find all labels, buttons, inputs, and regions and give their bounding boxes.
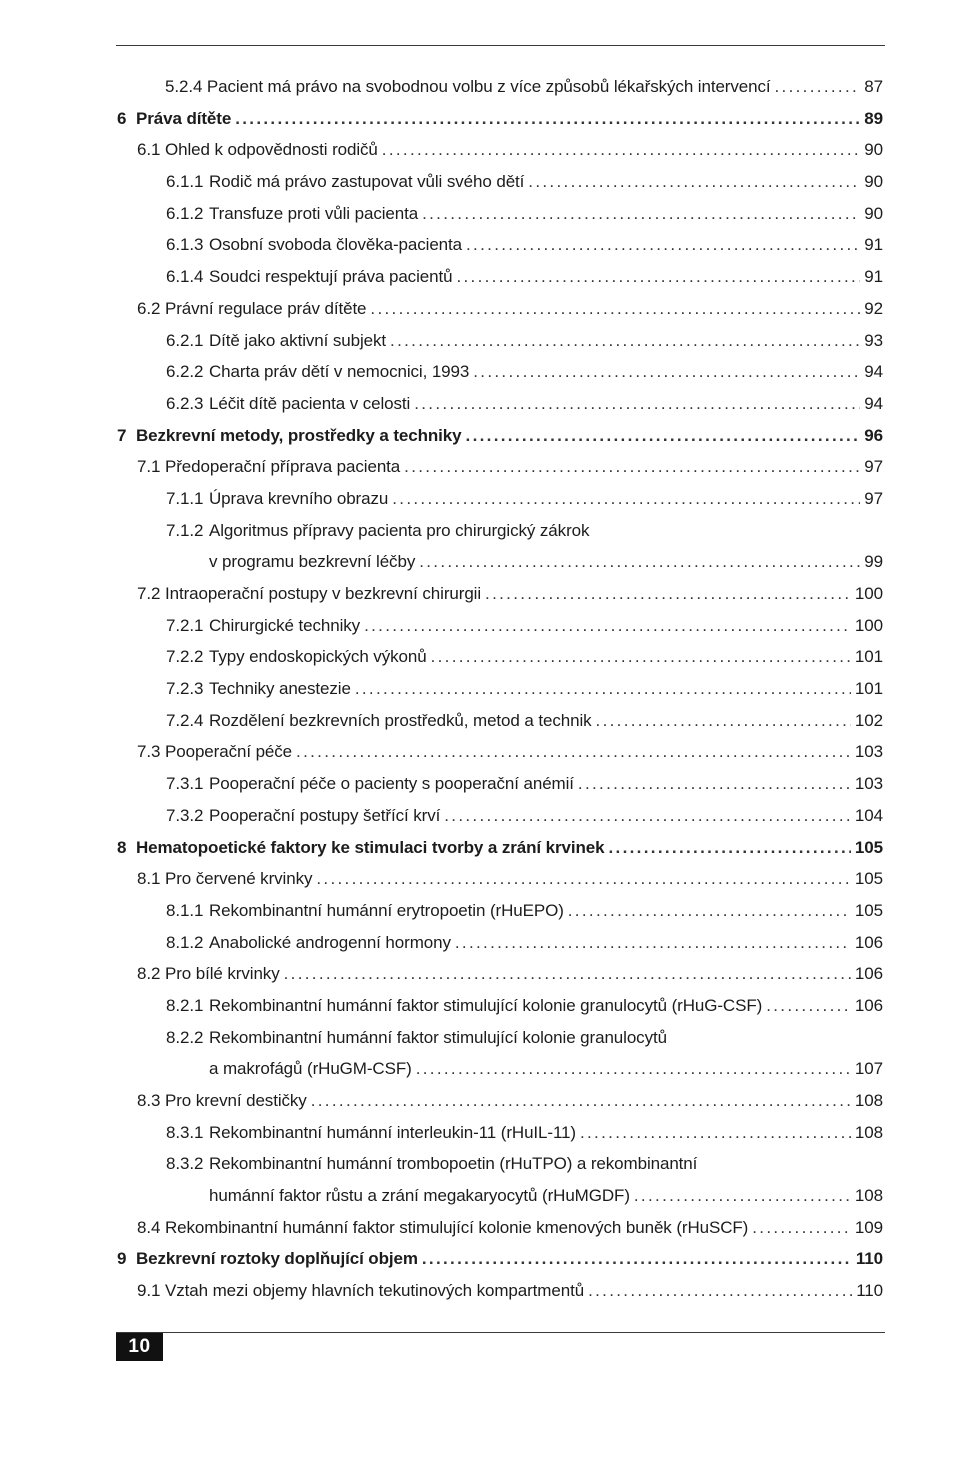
toc-entry-number: 8.3: [137, 1091, 161, 1111]
toc-entry-page: 89: [864, 108, 883, 128]
dot-leader: [355, 679, 851, 699]
toc-entry-number: 7.2.2: [166, 647, 204, 667]
toc-entry-title: Pooperační péče: [165, 742, 293, 762]
toc-entry-title: Rozdělení bezkrevních prostředků, metod a technik: [209, 710, 592, 730]
dot-leader: [596, 711, 851, 731]
toc-entry: [0, 642, 960, 674]
toc-entry-title: Práva dítěte: [136, 108, 232, 128]
toc-entry-line: [209, 679, 883, 699]
toc-entry-title: Rekombinantní humánní faktor stimulující kolonie kmenových buněk (rHuSCF): [165, 1217, 749, 1237]
toc-entry-title: Pooperační péče o pacienty s pooperační anémií: [209, 774, 574, 794]
toc-entry-title: Pro červené krvinky: [165, 869, 313, 889]
toc-entry-title-first-line: Rekombinantní humánní trombopoetin (rHuTPO) a rekombinantní: [209, 1154, 698, 1174]
toc-entry-page: 106: [854, 964, 883, 984]
toc-entry-number: 7.1.2: [166, 520, 204, 540]
dot-leader: [311, 1091, 851, 1111]
toc-entry: [0, 706, 960, 738]
toc-entry-title: Hematopoetické faktory ke stimulaci tvorby a zrání krvinek: [136, 837, 605, 857]
toc-entry-page: 91: [864, 235, 883, 255]
toc-entry-page: 103: [854, 742, 883, 762]
toc-entry: [0, 389, 960, 421]
toc-entry-page: 93: [864, 330, 883, 350]
toc-entry-number: 7.3.2: [166, 805, 204, 825]
toc-entry-line: [165, 869, 883, 889]
toc-entry-line: [209, 552, 883, 572]
toc-entry-line: [165, 1281, 883, 1301]
toc-entry-title: Chirurgické techniky: [209, 615, 361, 635]
dot-leader: [752, 1218, 851, 1238]
toc-entry-title: Dítě jako aktivní subjekt: [209, 330, 387, 350]
toc-entry-page: 90: [864, 203, 883, 223]
toc-entry: [0, 959, 960, 991]
toc-entry-title-first-line: Algoritmus přípravy pacienta pro chirurgický zákrok: [209, 520, 590, 540]
dot-leader: [634, 1186, 851, 1206]
dot-leader: [284, 964, 851, 984]
toc-entry-number: 7.2: [137, 584, 161, 604]
toc-entry: [0, 135, 960, 167]
toc-entry-page: 110: [856, 1281, 883, 1301]
toc-entry-number: 7.2.4: [166, 710, 204, 730]
toc-entry-line: [209, 616, 883, 636]
toc-entry: [0, 452, 960, 484]
toc-entry-line: [209, 362, 883, 382]
toc-entry-page: 97: [864, 457, 883, 477]
footer-rule: [116, 1332, 885, 1333]
toc-entry-page: 105: [854, 837, 883, 857]
toc-entry-page: 109: [854, 1217, 883, 1237]
toc-entry: [0, 484, 960, 516]
toc-entry-page: 105: [854, 900, 883, 920]
toc-entry-page: 94: [864, 362, 883, 382]
toc-entry-line: [209, 901, 883, 921]
dot-leader: [235, 109, 860, 129]
toc-entry-page: 90: [864, 172, 883, 192]
dot-leader: [456, 267, 860, 287]
toc-entry-number: 6.1.3: [166, 235, 204, 255]
toc-entry-page: 105: [854, 869, 883, 889]
toc-entry-title: Ohled k odpovědnosti rodičů: [165, 140, 378, 160]
dot-leader: [390, 331, 860, 351]
toc-entry-page: 103: [854, 774, 883, 794]
toc-entry-number: 7.3.1: [166, 774, 204, 794]
toc-entry-title: 5.2.4 Pacient má právo na svobodnou volbu z více způsobů lékařských intervencí: [165, 77, 771, 96]
toc-entry-page: 110: [855, 1249, 883, 1269]
toc-entry-line: [136, 1249, 883, 1269]
toc-entry-line: [165, 1218, 883, 1238]
dot-leader: [466, 426, 861, 446]
dot-leader: [485, 584, 851, 604]
toc-entry-line: [209, 204, 883, 224]
toc-entry-page: 94: [864, 393, 883, 413]
toc-entry-page: 99: [864, 552, 883, 572]
toc-entry-line: [209, 774, 883, 794]
toc-entry: [0, 1244, 960, 1276]
toc-entry: [0, 674, 960, 706]
toc-entry-line: [209, 331, 883, 351]
toc-entry: [0, 864, 960, 896]
top-rule: [116, 45, 885, 46]
toc-entry-page: 104: [854, 805, 883, 825]
toc-entry-title: Bezkrevní roztoky doplňující objem: [136, 1249, 418, 1269]
dot-leader: [419, 552, 860, 572]
toc-entry-number: 9.1: [137, 1281, 161, 1301]
dot-leader: [588, 1281, 852, 1301]
toc-entry: [0, 1086, 960, 1118]
toc-entry-page: 106: [854, 995, 883, 1015]
toc-entry-title: Anabolické androgenní hormony: [209, 932, 451, 952]
dot-leader: [766, 996, 851, 1016]
toc-entry-page: 102: [854, 710, 883, 730]
dot-leader: [404, 457, 860, 477]
page-number-badge: 10: [116, 1333, 163, 1361]
toc-entry-number: 7: [117, 425, 127, 445]
dot-leader: [382, 140, 861, 160]
toc-entry: [0, 991, 960, 1023]
toc-entry-page: 101: [854, 679, 883, 699]
toc-entry-number: 8.1: [137, 869, 161, 889]
dot-leader: [416, 1059, 851, 1079]
toc-entry-line: [136, 838, 883, 858]
toc-entry: [0, 928, 960, 960]
toc-entry: [0, 611, 960, 643]
toc-entry-number: 6.2.1: [166, 330, 204, 350]
toc-entry-page: 91: [864, 267, 883, 287]
toc-entry-number: 8.1.2: [166, 932, 204, 952]
toc-entry-number: 7.2.1: [166, 615, 204, 635]
toc-entry: [0, 357, 960, 389]
toc-entry-title: v programu bezkrevní léčby: [209, 552, 416, 572]
toc-entry-number: 8.3.1: [166, 1122, 204, 1142]
toc-entry: [0, 737, 960, 769]
toc-entry-page: 90: [864, 140, 883, 160]
toc-entry: [0, 326, 960, 358]
toc-entry: [0, 579, 960, 611]
toc-entry-line: [165, 299, 883, 319]
toc-entry-title: humánní faktor růstu a zrání megakaryocytů (rHuMGDF): [209, 1186, 630, 1206]
toc-entry: [0, 199, 960, 231]
toc-entry-title: Rekombinantní humánní erytropoetin (rHuEPO): [209, 900, 564, 920]
toc-entry: [0, 1213, 960, 1245]
toc-entry-number: 8.2.1: [166, 995, 204, 1015]
toc-entry: [0, 262, 960, 294]
dot-leader: [422, 204, 860, 224]
toc-entry-page: 87: [864, 77, 883, 96]
toc-entry-number: 6: [117, 108, 127, 128]
toc-entry-page: 101: [854, 647, 883, 667]
toc-entry-line: [165, 77, 883, 97]
dot-leader: [316, 869, 851, 889]
dot-leader: [414, 394, 860, 414]
toc-entry-title: Pro krevní destičky: [165, 1091, 307, 1111]
toc-entry-number: 9: [117, 1249, 127, 1269]
toc-entry-number: 8: [117, 837, 127, 857]
dot-leader: [444, 806, 851, 826]
toc-entry: [0, 421, 960, 453]
toc-entry-title: Rekombinantní humánní faktor stimulující kolonie granulocytů (rHuG-CSF): [209, 995, 763, 1015]
toc-entry-page: 97: [864, 488, 883, 508]
toc-entry-title: Předoperační příprava pacienta: [165, 457, 401, 477]
toc-entry-line: [209, 235, 883, 255]
toc-entry-page: 100: [854, 615, 883, 635]
dot-leader: [422, 1249, 852, 1269]
dot-leader: [473, 362, 860, 382]
toc-entry: [0, 104, 960, 136]
toc-entry-page: 92: [864, 298, 883, 318]
toc-entry-page: 100: [854, 584, 883, 604]
toc-entry: [0, 72, 960, 104]
dot-leader: [370, 299, 860, 319]
toc-entry: [0, 1118, 960, 1150]
toc-entry-line: [165, 742, 883, 762]
toc-entry-title: Pooperační postupy šetřící krví: [209, 805, 441, 825]
toc-entry-title-first-line: Rekombinantní humánní faktor stimulující kolonie granulocytů: [209, 1027, 667, 1047]
toc-entry-number: 6.1.4: [166, 267, 204, 287]
toc-entry: [0, 167, 960, 199]
toc-entry-number: 7.1.1: [166, 488, 204, 508]
toc-entry-title: Techniky anestezie: [209, 679, 351, 699]
toc-entry-number: 8.4: [137, 1217, 161, 1237]
dot-leader: [578, 774, 851, 794]
toc-entry-title: Vztah mezi objemy hlavních tekutinových kompartmentů: [165, 1281, 585, 1301]
toc-entry: [0, 1023, 960, 1086]
toc-entry: [0, 833, 960, 865]
toc-entry-title: Léčit dítě pacienta v celosti: [209, 393, 411, 413]
toc-entry-number: 6.2.3: [166, 393, 204, 413]
toc-entry-number: 6.1.2: [166, 203, 204, 223]
toc-entry: [0, 516, 960, 579]
dot-leader: [466, 235, 860, 255]
dot-leader: [609, 838, 851, 858]
toc-entry-page: 96: [864, 425, 883, 445]
toc-entry-title: Transfuze proti vůli pacienta: [209, 203, 419, 223]
toc-entry-number: 7.1: [137, 457, 161, 477]
toc-entry-title: Rodič má právo zastupovat vůli svého dětí: [209, 172, 525, 192]
toc-entry: [0, 769, 960, 801]
toc-entry-number: 6.2.2: [166, 362, 204, 382]
toc-entry-title: Pro bílé krvinky: [165, 964, 280, 984]
toc-entry-page: 108: [854, 1091, 883, 1111]
toc-entry-line: [209, 394, 883, 414]
dot-leader: [364, 616, 851, 636]
dot-leader: [296, 742, 851, 762]
toc-entry-title: Právní regulace práv dítěte: [165, 298, 367, 318]
toc-entry-line: [165, 140, 883, 160]
toc-entry-number: 6.1: [137, 140, 161, 160]
toc-entry-title: Bezkrevní metody, prostředky a techniky: [136, 425, 462, 445]
toc-entry-line: [209, 267, 883, 287]
toc-entry-line: [209, 1186, 883, 1206]
toc-entry-number: 7.2.3: [166, 679, 204, 699]
toc-entry-page: 108: [854, 1122, 883, 1142]
toc-entry-number: 8.2: [137, 964, 161, 984]
toc-entry-line: [209, 806, 883, 826]
toc-entry-title: Úprava krevního obrazu: [209, 488, 389, 508]
toc-entry-line: [209, 1123, 883, 1143]
toc-entry-line: [209, 1059, 883, 1079]
toc-entry-number: 7.3: [137, 742, 161, 762]
toc-entry: [0, 801, 960, 833]
toc-entry-line: [209, 172, 883, 192]
toc-entry-line: [209, 933, 883, 953]
toc-entry-line: [209, 711, 883, 731]
toc-entry-line: [165, 457, 883, 477]
toc-entry: [0, 1276, 960, 1308]
toc-entry-number: 8.1.1: [166, 900, 204, 920]
toc-entry: [0, 230, 960, 262]
toc-entry-line: [165, 584, 883, 604]
toc-entry-line: [165, 964, 883, 984]
toc-entry-title: Typy endoskopických výkonů: [209, 647, 427, 667]
toc-entry-page: 108: [854, 1186, 883, 1206]
toc-entry-number: 6.1.1: [166, 172, 204, 192]
toc-entry-title: Soudci respektují práva pacientů: [209, 267, 453, 287]
toc-entry-line: [136, 426, 883, 446]
toc-entry-number: 6.2: [137, 298, 161, 318]
toc-entry-title: a makrofágů (rHuGM-CSF): [209, 1059, 412, 1079]
toc-entry: [0, 1149, 960, 1212]
toc-entry: [0, 294, 960, 326]
dot-leader: [392, 489, 860, 509]
toc-entry-number: 8.2.2: [166, 1027, 204, 1047]
toc-entry-line: [209, 996, 883, 1016]
toc-entry-title: Rekombinantní humánní interleukin-11 (rHuIL-11): [209, 1122, 576, 1142]
dot-leader: [568, 901, 851, 921]
toc-entry-line: [136, 109, 883, 129]
table-of-contents: [0, 72, 960, 1308]
toc-entry-page: 107: [854, 1059, 883, 1079]
dot-leader: [431, 647, 851, 667]
toc-entry-line: [209, 489, 883, 509]
toc-entry: [0, 896, 960, 928]
dot-leader: [775, 77, 861, 97]
toc-entry-title: Osobní svoboda člověka-pacienta: [209, 235, 463, 255]
toc-entry-line: [165, 1091, 883, 1111]
toc-entry-line: [209, 647, 883, 667]
toc-entry-title: Intraoperační postupy v bezkrevní chirurgii: [165, 584, 482, 604]
toc-entry-number: 8.3.2: [166, 1154, 204, 1174]
dot-leader: [528, 172, 860, 192]
dot-leader: [455, 933, 851, 953]
toc-entry-page: 106: [854, 932, 883, 952]
toc-entry-title: Charta práv dětí v nemocnici, 1993: [209, 362, 470, 382]
dot-leader: [580, 1123, 851, 1143]
